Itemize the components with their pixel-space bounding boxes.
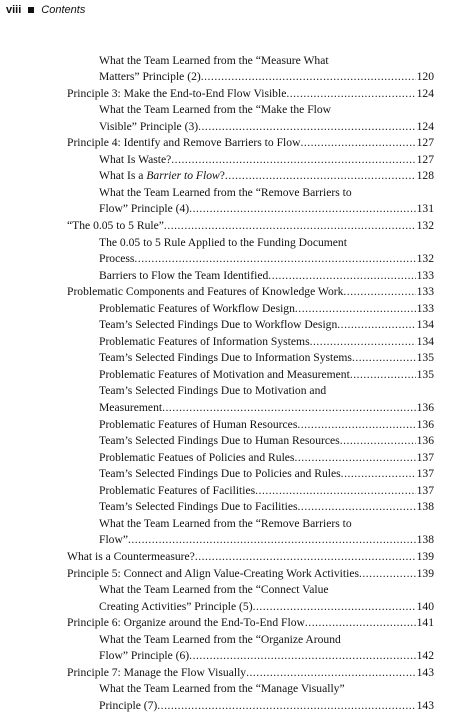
dot-leader: [350, 368, 416, 382]
toc-entry[interactable]: [67, 150, 434, 167]
toc-entry-title: Principle (7): [99, 698, 158, 712]
toc-entry-title: Creating Activities” Principle (5): [99, 599, 253, 613]
dot-leader: [128, 533, 416, 547]
toc-entry[interactable]: [67, 68, 434, 85]
dot-leader: [164, 219, 416, 233]
toc-entry-title: Barriers to Flow the Team Identified: [99, 268, 269, 282]
toc-entry[interactable]: [67, 250, 434, 267]
toc-entry[interactable]: [67, 597, 434, 614]
dot-leader: [297, 418, 415, 432]
dot-leader: [341, 467, 416, 481]
toc-entry-title: What Is Waste?: [99, 152, 172, 166]
toc-entry-title: The 0.05 to 5 Rule Applied to the Funding Document: [99, 235, 347, 249]
toc-entry[interactable]: [67, 547, 434, 564]
toc-entry[interactable]: [67, 696, 434, 713]
toc-entry-title: What the Team Learned from the “Measure What: [99, 53, 329, 67]
toc-entry[interactable]: [67, 448, 434, 465]
toc-entry[interactable]: [67, 465, 434, 482]
toc-page-number: 127: [416, 136, 434, 150]
toc-entry[interactable]: [67, 398, 434, 415]
toc-entry[interactable]: [67, 283, 434, 300]
toc-entry[interactable]: [67, 101, 434, 118]
toc-entry-title: Measurement: [99, 401, 163, 415]
toc-entry[interactable]: [67, 51, 434, 68]
dot-leader: [286, 87, 415, 101]
toc-entry[interactable]: [67, 531, 434, 548]
toc-entry[interactable]: [67, 581, 434, 598]
toc-entry-title: Problematic Components and Features of Knowledge Work: [67, 285, 344, 299]
toc-page-number: 136: [416, 417, 434, 431]
dot-leader: [201, 70, 416, 84]
toc-entry-title: Principle 7: Manage the Flow Visually: [67, 665, 247, 679]
toc-entry-title: Team’s Selected Findings Due to Workflow Design: [99, 318, 338, 332]
toc-entry[interactable]: [67, 647, 434, 664]
toc-entry-title: Principle 6: Organize around the End-To-End Flow: [67, 616, 305, 630]
toc-entry-title: Team’s Selected Findings Due to Motivation and: [99, 384, 327, 398]
toc-page-number: 124: [416, 86, 434, 100]
toc-entry-title: What the Team Learned from the “Make the Flow: [99, 103, 332, 117]
dot-leader: [225, 169, 416, 183]
dot-leader: [337, 318, 415, 332]
toc-entry-title: What is a Countermeasure?: [67, 549, 195, 563]
toc-entry[interactable]: [67, 183, 434, 200]
toc-entry-title: Matters” Principle (2): [99, 70, 201, 84]
toc-entry-title: Problematic Features of Human Resources: [99, 417, 298, 431]
toc-entry[interactable]: [67, 415, 434, 432]
dot-leader: [268, 269, 415, 283]
toc-page-number: 127: [416, 152, 434, 166]
toc-entry[interactable]: [67, 167, 434, 184]
toc-page-number: 143: [416, 698, 434, 712]
toc-page-number: 134: [416, 334, 434, 348]
toc-entry[interactable]: [67, 316, 434, 333]
dot-leader: [310, 335, 416, 349]
toc-entry-title: What the Team Learned from the “Organize Around: [99, 632, 341, 646]
toc-entry[interactable]: [67, 233, 434, 250]
toc-entry[interactable]: [67, 663, 434, 680]
toc-page-number: 137: [416, 483, 434, 497]
dot-leader: [305, 616, 416, 630]
dot-leader: [294, 451, 415, 465]
dot-leader: [300, 136, 415, 150]
dot-leader: [246, 666, 416, 680]
toc-entry[interactable]: [67, 84, 434, 101]
toc-entry-title: Flow” Principle (6): [99, 649, 190, 663]
dot-leader: [255, 484, 415, 498]
toc-page-number: 139: [416, 549, 434, 563]
toc-entry[interactable]: [67, 564, 434, 581]
table-of-contents: [67, 51, 434, 713]
toc-page-number: 135: [416, 351, 434, 365]
toc-entry-title: Visible” Principle (3): [99, 119, 199, 133]
toc-page-number: 136: [416, 434, 434, 448]
toc-page-number: 132: [416, 219, 434, 233]
toc-entry[interactable]: [67, 332, 434, 349]
dot-leader: [162, 401, 416, 415]
toc-entry-title: What the Team Learned from the “Connect Value: [99, 583, 329, 597]
toc-entry-title: Problematic Featues of Policies and Rules: [99, 450, 295, 464]
toc-page-number: 139: [416, 566, 434, 580]
toc-page-number: 131: [416, 202, 434, 216]
toc-page-number: 142: [416, 649, 434, 663]
toc-entry[interactable]: [67, 614, 434, 631]
toc-page-number: 140: [416, 599, 434, 613]
toc-entry[interactable]: [67, 498, 434, 515]
toc-entry-title: Principle 4: Identify and Remove Barriers to Flow: [67, 136, 301, 150]
dot-leader: [189, 202, 415, 216]
dot-leader: [298, 500, 416, 514]
dot-leader: [189, 649, 415, 663]
toc-entry-title: Team’s Selected Findings Due to Information Systems: [99, 351, 352, 365]
toc-entry[interactable]: [67, 134, 434, 151]
toc-entry-title: What the Team Learned from the “Remove Barriers to: [99, 516, 352, 530]
toc-entry[interactable]: [67, 432, 434, 449]
toc-page-number: 143: [416, 665, 434, 679]
toc-entry[interactable]: [67, 200, 434, 217]
dot-leader: [253, 600, 416, 614]
page-number: viii: [6, 4, 22, 16]
dot-leader: [352, 351, 416, 365]
dot-leader: [343, 285, 415, 299]
toc-page-number: 128: [416, 169, 434, 183]
toc-entry[interactable]: [67, 349, 434, 366]
toc-page-number: 124: [416, 119, 434, 133]
toc-entry[interactable]: [67, 216, 434, 233]
toc-entry[interactable]: [67, 382, 434, 399]
toc-page-number: 133: [416, 301, 434, 315]
toc-entry-title: Problematic Features of Motivation and Measurement: [99, 367, 350, 381]
toc-entry-title: Process: [99, 252, 135, 266]
dot-leader: [195, 550, 416, 564]
toc-page-number: 137: [416, 467, 434, 481]
toc-entry-title: Problematic Features of Workflow Design: [99, 301, 295, 315]
toc-page-number: 138: [416, 533, 434, 547]
toc-entry-title: Team’s Selected Findings Due to Policies and Rules: [99, 467, 341, 481]
dot-leader: [295, 302, 416, 316]
toc-entry[interactable]: [67, 680, 434, 697]
toc-entry-title: What the Team Learned from the “Remove Barriers to: [99, 185, 352, 199]
toc-page-number: 132: [416, 252, 434, 266]
toc-entry[interactable]: [67, 481, 434, 498]
toc-entry-title: What Is a Barrier to Flow?: [99, 169, 225, 183]
running-header: [6, 3, 85, 17]
toc-entry-title: Flow”: [99, 533, 128, 547]
toc-entry-title: Problematic Features of Information Systems: [99, 334, 310, 348]
toc-entry-title: What the Team Learned from the “Manage Visually”: [99, 682, 345, 696]
toc-page-number: 135: [416, 367, 434, 381]
toc-page-number: 134: [416, 318, 434, 332]
toc-entry-title: Principle 5: Connect and Align Value-Creating Work Activities: [67, 566, 359, 580]
toc-page-number: 137: [416, 450, 434, 464]
dot-leader: [171, 153, 415, 167]
dot-leader: [134, 252, 415, 266]
toc-entry-title: Principle 3: Make the End-to-End Flow Visible: [67, 86, 287, 100]
toc-entry[interactable]: [67, 630, 434, 647]
toc-entry-title: “The 0.05 to 5 Rule”: [67, 219, 164, 233]
dot-leader: [157, 699, 415, 713]
toc-entry-title: Problematic Features of Facilities: [99, 483, 256, 497]
toc-entry[interactable]: [67, 266, 434, 283]
toc-page-number: 133: [416, 268, 434, 282]
toc-entry[interactable]: [67, 365, 434, 382]
dot-leader: [198, 120, 415, 134]
toc-page-number: 141: [416, 616, 434, 630]
toc-entry[interactable]: [67, 117, 434, 134]
toc-page-number: 138: [416, 500, 434, 514]
dot-leader: [359, 567, 416, 581]
dot-leader: [340, 434, 416, 448]
toc-entry-title: Team’s Selected Findings Due to Human Resources: [99, 434, 340, 448]
toc-entry-title: Flow” Principle (4): [99, 202, 190, 216]
running-title: Contents: [41, 4, 86, 16]
toc-page-number: 133: [416, 285, 434, 299]
toc-entry-title: Team’s Selected Findings Due to Facilities: [99, 500, 298, 514]
toc-entry[interactable]: [67, 514, 434, 531]
square-bullet-icon: [28, 7, 34, 13]
toc-entry[interactable]: [67, 299, 434, 316]
toc-page-number: 120: [416, 70, 434, 84]
toc-page-number: 136: [416, 401, 434, 415]
